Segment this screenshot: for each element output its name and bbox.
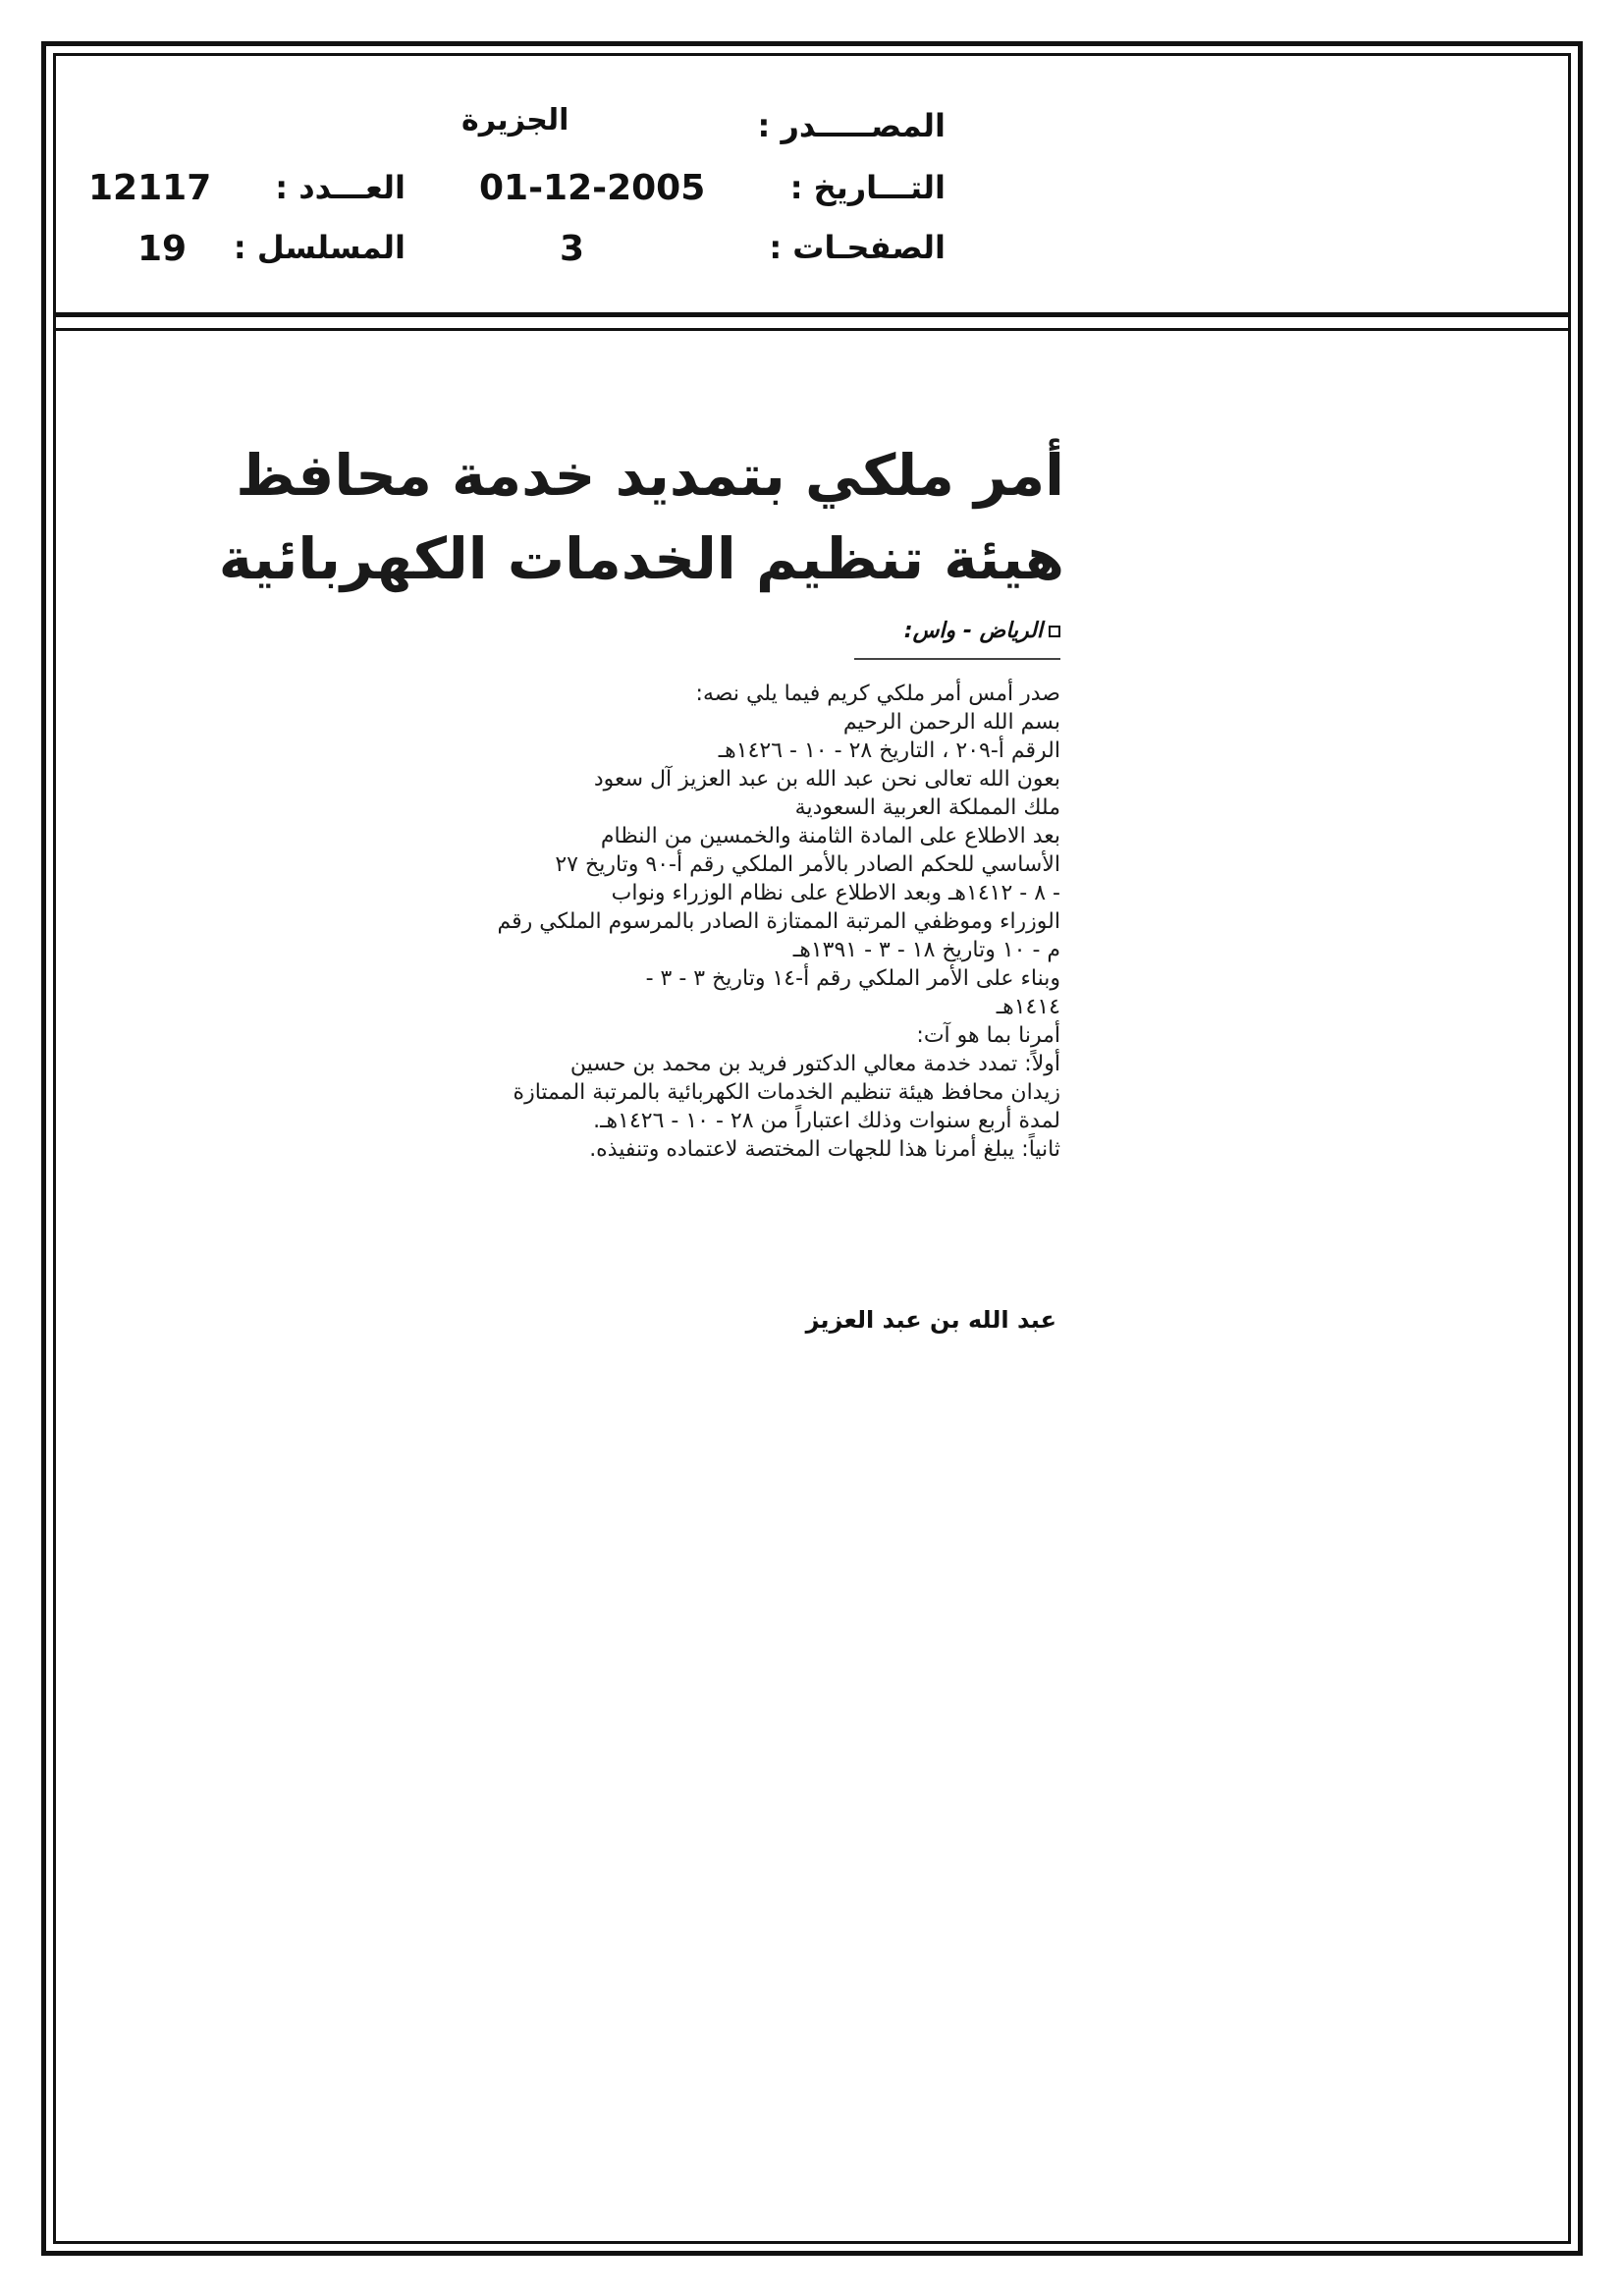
news-clipping	[218, 422, 1070, 1385]
header-divider	[53, 312, 1571, 317]
article-line: بعد الاطلاع على المادة الثامنة والخمسين من النظام	[600, 824, 1060, 848]
square-bullet-icon	[1049, 626, 1060, 637]
dateline-rule	[854, 658, 1060, 660]
date-value: 01-12-2005	[479, 168, 706, 208]
signature: عبد الله بن عبد العزيز	[805, 1306, 1056, 1334]
article-line: م - ١٠ وتاريخ ١٨ - ٣ - ١٣٩١هـ	[792, 938, 1060, 962]
article-line: صدر أمس أمر ملكي كريم فيما يلي نصه:	[695, 682, 1060, 706]
article-line: الوزراء وموظفي المرتبة الممتازة الصادر بالمرسوم الملكي رقم	[497, 909, 1060, 934]
dateline	[904, 619, 1060, 643]
article-line: ثانياً: يبلغ أمرنا هذا للجهات المختصة لاعتماده وتنفيذه.	[589, 1137, 1060, 1162]
article-line: أمرنا بما هو آت:	[916, 1023, 1060, 1048]
article-line: زيدان محافظ هيئة تنظيم الخدمات الكهربائية بالمرتبة الممتازة	[513, 1080, 1060, 1105]
pages-label: الصفحـات :	[769, 229, 946, 266]
pages-value: 3	[560, 229, 585, 269]
article-line: - ٨ - ١٤١٢هـ وبعد الاطلاع على نظام الوزراء ونواب	[611, 881, 1060, 905]
article-line: ملك المملكة العربية السعودية	[794, 795, 1060, 820]
article-line: ١٤١٤هـ	[996, 995, 1060, 1019]
issue-label: العـــدد :	[275, 169, 406, 206]
dateline-text: الرياض - واس:	[903, 619, 1043, 643]
headline-line-1: أمر ملكي بتمديد خدمة محافظ	[236, 442, 1064, 509]
issue-value: 12117	[88, 168, 212, 208]
article-line: أولاً: تمدد خدمة معالي الدكتور فريد بن محمد بن حسين	[569, 1052, 1060, 1076]
article-line: بعون الله تعالى نحن عبد الله بن عبد العزيز آل سعود	[593, 767, 1060, 792]
serial-value: 19	[137, 229, 188, 269]
serial-label: المسلسل :	[233, 229, 406, 266]
source-label: المصـــــدر :	[757, 107, 946, 144]
headline-line-2: هيئة تنظيم الخدمات الكهربائية	[218, 525, 1064, 592]
date-label: التـــاريخ :	[789, 169, 946, 206]
article-line: بسم الله الرحمن الرحيم	[842, 710, 1060, 735]
article-body	[432, 680, 1060, 1164]
article-line: لمدة أربع سنوات وذلك اعتباراً من ٢٨ - ١٠ - ١٤٢٦هـ.	[593, 1109, 1060, 1133]
source-value: الجزيرة	[461, 103, 569, 137]
article-line: الرقم أ-٢٠٩ ، التاريخ ٢٨ - ١٠ - ١٤٢٦هـ	[718, 738, 1060, 763]
header-divider-inner	[53, 328, 1571, 331]
article-line: الأساسي للحكم الصادر بالأمر الملكي رقم أ-٩٠ وتاريخ ٢٧	[555, 852, 1060, 877]
article-line: وبناء على الأمر الملكي رقم أ-١٤ وتاريخ ٣ - ٣ -	[645, 966, 1060, 991]
